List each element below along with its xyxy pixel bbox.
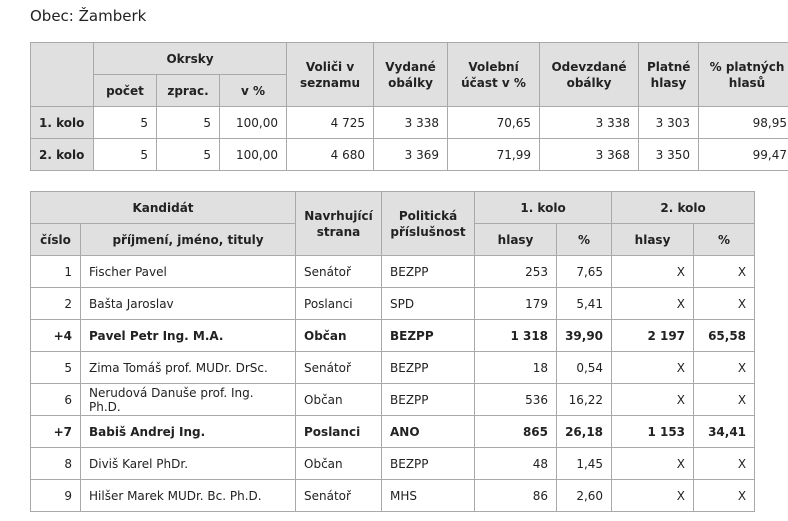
cell-pct-2: X (694, 384, 755, 416)
cell-odevzdane: 3 368 (540, 139, 639, 171)
header-pct-2: % (694, 224, 755, 256)
cell-obalky: 3 369 (374, 139, 448, 171)
cell-pct-2: 34,41 (694, 416, 755, 448)
cell-strana: Občan (296, 320, 382, 352)
header-pct-platnych: % platných hlasů (699, 43, 788, 107)
cell-hlasy-2: X (612, 288, 694, 320)
cell-pocet: 5 (94, 107, 157, 139)
cell-cislo: 2 (31, 288, 81, 320)
cell-cislo: 8 (31, 448, 81, 480)
header-zprac: zprac. (157, 75, 220, 107)
cell-jmeno: Hilšer Marek MUDr. Bc. Ph.D. (81, 480, 296, 512)
cell-hlasy-2: X (612, 256, 694, 288)
cell-pct-platnych: 98,95 (699, 107, 788, 139)
cell-jmeno: Pavel Petr Ing. M.A. (81, 320, 296, 352)
cell-hlasy-1: 1 318 (475, 320, 557, 352)
cell-pct-1: 1,45 (557, 448, 612, 480)
header-obalky: Vydané obálky (374, 43, 448, 107)
cell-pct-2: X (694, 480, 755, 512)
cell-hlasy-1: 536 (475, 384, 557, 416)
cell-strana: Senátoř (296, 256, 382, 288)
cell-pct-1: 0,54 (557, 352, 612, 384)
cell-jmeno: Fischer Pavel (81, 256, 296, 288)
cell-pct-1: 5,41 (557, 288, 612, 320)
cell-hlasy-1: 865 (475, 416, 557, 448)
cell-pct-2: 65,58 (694, 320, 755, 352)
cell-v-pct: 100,00 (220, 139, 287, 171)
header-okrsky: Okrsky (94, 43, 287, 75)
cell-jmeno: Zima Tomáš prof. MUDr. DrSc. (81, 352, 296, 384)
cell-prislusnost: BEZPP (382, 352, 475, 384)
cell-zprac: 5 (157, 107, 220, 139)
cell-cislo: 6 (31, 384, 81, 416)
cell-volici: 4 725 (287, 107, 374, 139)
candidate-row (31, 320, 755, 352)
header-jmeno: příjmení, jméno, tituly (81, 224, 296, 256)
cell-prislusnost: ANO (382, 416, 475, 448)
header-kandidat: Kandidát (31, 192, 296, 224)
row-label: 1. kolo (31, 107, 94, 139)
header-odevzdane: Odevzdané obálky (540, 43, 639, 107)
header-cislo: číslo (31, 224, 81, 256)
cell-pocet: 5 (94, 139, 157, 171)
cell-pct-2: X (694, 256, 755, 288)
cell-pct-1: 7,65 (557, 256, 612, 288)
cell-strana: Poslanci (296, 416, 382, 448)
candidate-row (31, 384, 755, 416)
cell-hlasy-1: 253 (475, 256, 557, 288)
cell-prislusnost: BEZPP (382, 320, 475, 352)
candidate-row (31, 256, 755, 288)
cell-cislo: 1 (31, 256, 81, 288)
table-row (31, 139, 788, 171)
header-kolo1: 1. kolo (475, 192, 612, 224)
cell-pct-1: 39,90 (557, 320, 612, 352)
cell-strana: Občan (296, 384, 382, 416)
cell-prislusnost: BEZPP (382, 384, 475, 416)
cell-hlasy-2: X (612, 384, 694, 416)
candidate-row (31, 416, 755, 448)
cell-hlasy-1: 179 (475, 288, 557, 320)
header-prislusnost: Politická příslušnost (382, 192, 475, 256)
cell-pct-2: X (694, 288, 755, 320)
page-title: Obec: Žamberk (30, 7, 147, 25)
cell-prislusnost: MHS (382, 480, 475, 512)
cell-platne: 3 350 (639, 139, 699, 171)
candidates-table (30, 191, 755, 512)
cell-jmeno: Babiš Andrej Ing. (81, 416, 296, 448)
cell-jmeno: Diviš Karel PhDr. (81, 448, 296, 480)
cell-prislusnost: BEZPP (382, 448, 475, 480)
cell-hlasy-2: X (612, 480, 694, 512)
cell-odevzdane: 3 338 (540, 107, 639, 139)
cell-pct-2: X (694, 448, 755, 480)
cell-cislo: +7 (31, 416, 81, 448)
cell-prislusnost: SPD (382, 288, 475, 320)
cell-jmeno: Nerudová Danuše prof. Ing. Ph.D. (81, 384, 296, 416)
header-pct-1: % (557, 224, 612, 256)
header-hlasy-2: hlasy (612, 224, 694, 256)
cell-ucast: 70,65 (448, 107, 540, 139)
header-pocet: počet (94, 75, 157, 107)
candidate-row (31, 480, 755, 512)
cell-hlasy-2: 1 153 (612, 416, 694, 448)
cell-hlasy-2: 2 197 (612, 320, 694, 352)
header-strana: Navrhující strana (296, 192, 382, 256)
candidate-row (31, 288, 755, 320)
row-label: 2. kolo (31, 139, 94, 171)
cell-platne: 3 303 (639, 107, 699, 139)
cell-ucast: 71,99 (448, 139, 540, 171)
cell-volici: 4 680 (287, 139, 374, 171)
cell-hlasy-1: 18 (475, 352, 557, 384)
candidate-row (31, 352, 755, 384)
cell-cislo: 9 (31, 480, 81, 512)
cell-prislusnost: BEZPP (382, 256, 475, 288)
header-kolo2: 2. kolo (612, 192, 755, 224)
header-hlasy-1: hlasy (475, 224, 557, 256)
summary-corner-cell (31, 43, 94, 107)
cell-strana: Senátoř (296, 352, 382, 384)
cell-v-pct: 100,00 (220, 107, 287, 139)
cell-jmeno: Bašta Jaroslav (81, 288, 296, 320)
cell-cislo: +4 (31, 320, 81, 352)
cell-obalky: 3 338 (374, 107, 448, 139)
cell-strana: Občan (296, 448, 382, 480)
header-volici: Voliči v seznamu (287, 43, 374, 107)
table-row (31, 107, 788, 139)
cell-cislo: 5 (31, 352, 81, 384)
candidate-row (31, 448, 755, 480)
cell-strana: Senátoř (296, 480, 382, 512)
cell-pct-platnych: 99,47 (699, 139, 788, 171)
cell-hlasy-2: X (612, 352, 694, 384)
cell-pct-2: X (694, 352, 755, 384)
cell-hlasy-1: 86 (475, 480, 557, 512)
header-ucast: Volební účast v % (448, 43, 540, 107)
cell-zprac: 5 (157, 139, 220, 171)
cell-pct-1: 26,18 (557, 416, 612, 448)
cell-hlasy-1: 48 (475, 448, 557, 480)
cell-hlasy-2: X (612, 448, 694, 480)
header-v-pct: v % (220, 75, 287, 107)
cell-pct-1: 16,22 (557, 384, 612, 416)
cell-strana: Poslanci (296, 288, 382, 320)
cell-pct-1: 2,60 (557, 480, 612, 512)
header-platne: Platné hlasy (639, 43, 699, 107)
summary-table (30, 42, 788, 171)
